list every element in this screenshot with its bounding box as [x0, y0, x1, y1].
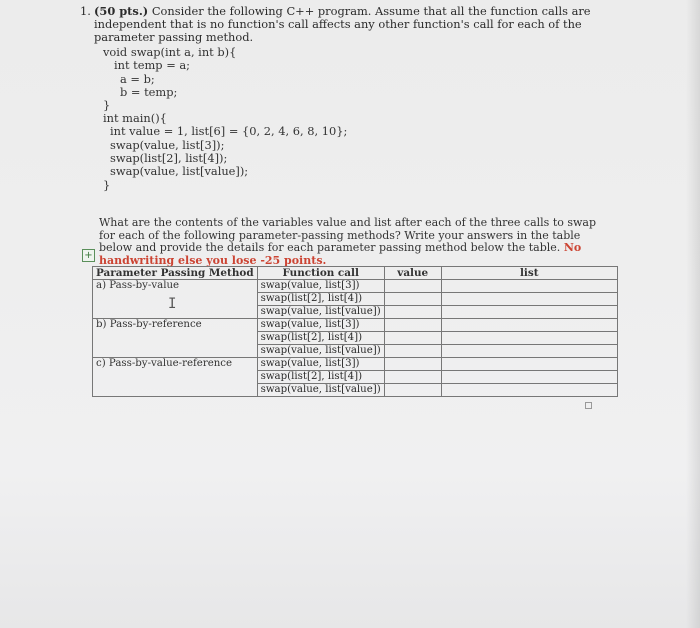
code-line: }: [103, 98, 111, 112]
question-text: Consider the following C++ program. Assume that all the function calls are independent that is no function's call affects any other function's call for each of the parameter passing method.: [94, 4, 591, 44]
value-answer-cell[interactable]: [384, 280, 441, 293]
function-call-cell: swap(value, list[value]): [257, 384, 384, 397]
header-function-call: Function call: [257, 267, 384, 280]
page-edge-shadow: [686, 0, 700, 628]
table-row: [93, 280, 618, 293]
method-cell: b) Pass-by-reference: [93, 319, 258, 358]
table-resize-handle[interactable]: [585, 402, 592, 409]
function-call-cell: swap(value, list[3]): [257, 280, 384, 293]
method-cell: c) Pass-by-value-reference: [93, 358, 258, 397]
list-answer-cell[interactable]: [441, 332, 617, 345]
header-list: list: [441, 267, 617, 280]
header-method: Parameter Passing Method: [93, 267, 258, 280]
function-call-cell: swap(list[2], list[4]): [257, 332, 384, 345]
function-call-cell: swap(value, list[3]): [257, 358, 384, 371]
instructions-warning: No handwriting else you lose -25 points.: [99, 241, 582, 267]
value-answer-cell[interactable]: [384, 371, 441, 384]
move-handle-icon[interactable]: +: [82, 249, 95, 262]
list-answer-cell[interactable]: [441, 293, 617, 306]
function-call-cell: swap(list[2], list[4]): [257, 293, 384, 306]
value-answer-cell[interactable]: [384, 306, 441, 319]
table-header-row: [93, 267, 618, 280]
code-line: int temp = a;: [114, 58, 191, 72]
value-answer-cell[interactable]: [384, 358, 441, 371]
list-answer-cell[interactable]: [441, 345, 617, 358]
value-answer-cell[interactable]: [384, 319, 441, 332]
function-call-cell: swap(value, list[value]): [257, 306, 384, 319]
list-answer-cell[interactable]: [441, 371, 617, 384]
code-line: swap(value, list[value]);: [110, 164, 249, 178]
function-call-cell: swap(list[2], list[4]): [257, 371, 384, 384]
list-answer-cell[interactable]: [441, 384, 617, 397]
header-value: value: [384, 267, 441, 280]
code-line: int value = 1, list[6] = {0, 2, 4, 6, 8, 10};: [110, 124, 348, 138]
code-line: void swap(int a, int b){: [103, 45, 237, 59]
code-line: b = temp;: [120, 85, 178, 99]
text-cursor-icon: I: [168, 296, 177, 312]
function-call-cell: swap(value, list[3]): [257, 319, 384, 332]
instructions-text: What are the contents of the variables value and list after each of the three calls to swap for each of the following parameter-passing methods? Write your answers in the table below and provide the details for each parameter passing method below the table.: [99, 216, 597, 254]
list-answer-cell[interactable]: [441, 358, 617, 371]
list-answer-cell[interactable]: [441, 306, 617, 319]
code-line: }: [103, 178, 111, 192]
function-call-cell: swap(value, list[value]): [257, 345, 384, 358]
question-points: (50 pts.): [94, 4, 149, 18]
code-line: int main(){: [103, 111, 167, 125]
value-answer-cell[interactable]: [384, 345, 441, 358]
table-row: [93, 319, 618, 332]
instructions-paragraph: [99, 217, 609, 267]
list-answer-cell[interactable]: [441, 319, 617, 332]
code-line: a = b;: [120, 72, 155, 86]
list-answer-cell[interactable]: [441, 280, 617, 293]
code-line: swap(list[2], list[4]);: [110, 151, 228, 165]
method-cell: a) Pass-by-value: [93, 280, 258, 319]
question-number: 1.: [80, 4, 91, 18]
answer-table: [92, 266, 618, 397]
value-answer-cell[interactable]: [384, 384, 441, 397]
value-answer-cell[interactable]: [384, 332, 441, 345]
code-line: swap(value, list[3]);: [110, 138, 225, 152]
value-answer-cell[interactable]: [384, 293, 441, 306]
table-row: [93, 358, 618, 371]
